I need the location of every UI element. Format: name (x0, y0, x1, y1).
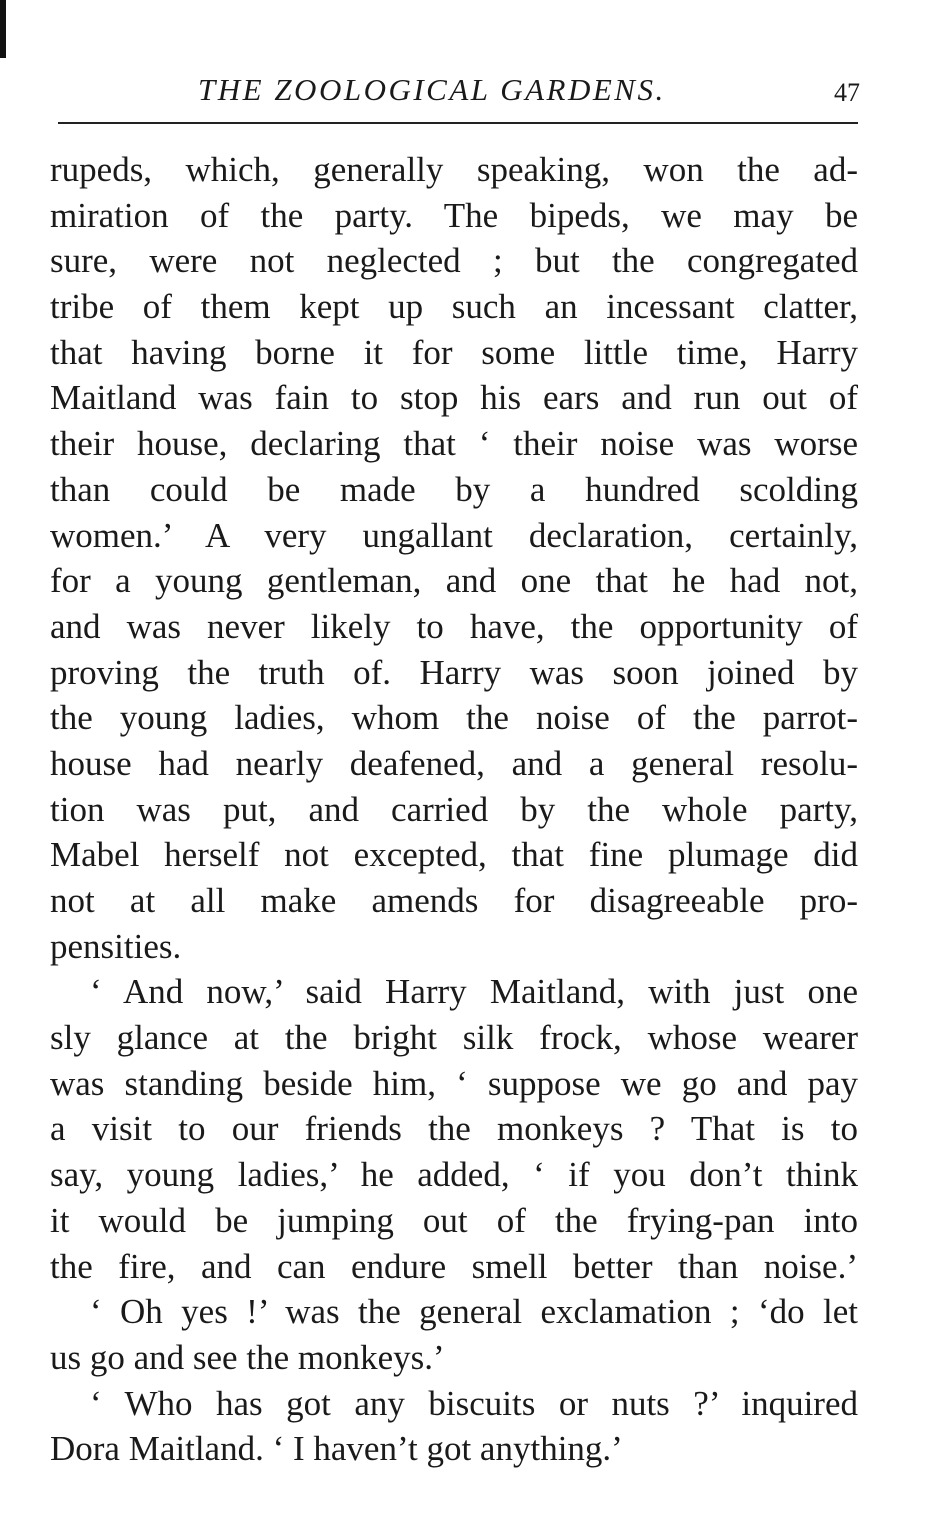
text-line: Maitland was fain to stop his ears and run out of (50, 378, 858, 418)
page-header (58, 64, 860, 108)
text-line: miration of the party. The bipeds, we may be (50, 195, 858, 235)
text-line: the fire, and can endure smell better than noise.’ (50, 1246, 858, 1286)
text-line: us go and see the monkeys.’ (50, 1337, 445, 1377)
text-line: house had nearly deafened, and a general resolu- (50, 743, 858, 783)
text-line: for a young gentleman, and one that he had not, (50, 561, 858, 601)
page-number: 47 (834, 78, 860, 107)
text-line: Dora Maitland. ‘ I haven’t got anything.’ (50, 1429, 623, 1469)
text-line: not at all make amends for disagreeable pro- (50, 881, 858, 920)
text-line: than could be made by a hundred scolding (50, 469, 858, 509)
text-line: ‘ Who has got any biscuits or nuts ?’ inquired (90, 1383, 858, 1423)
text-line: proving the truth of. Harry was soon joined by (50, 652, 858, 692)
scan-edge-mark (0, 0, 6, 58)
text-line: women.’ A very ungallant declaration, certainly, (50, 515, 858, 555)
text-line: ‘ And now,’ said Harry Maitland, with just one (90, 972, 858, 1012)
text-line: ‘ Oh yes !’ was the general exclamation ; ‘do let (90, 1292, 858, 1332)
text-line: sly glance at the bright silk frock, whose wearer (50, 1018, 858, 1058)
body-text (50, 147, 858, 1472)
header-rule (58, 122, 858, 124)
text-line: that having borne it for some little time, Harry (50, 332, 858, 372)
text-line: say, young ladies,’ he added, ‘ if you don’t think (50, 1155, 858, 1195)
text-line: the young ladies, whom the noise of the parrot- (50, 698, 858, 738)
text-line: Mabel herself not excepted, that fine plumage did (50, 835, 858, 875)
text-line: tribe of them kept up such an incessant clatter, (50, 287, 858, 327)
text-line: a visit to our friends the monkeys ? That is to (50, 1109, 858, 1149)
text-line: it would be jumping out of the frying-pan into (50, 1200, 858, 1240)
text-line: rupeds, which, generally speaking, won the ad- (50, 150, 858, 189)
text-line: tion was put, and carried by the whole party, (50, 789, 858, 829)
text-line: sure, were not neglected ; but the congregated (50, 241, 858, 281)
text-line: was standing beside him, ‘ suppose we go and pay (50, 1063, 858, 1103)
text-line: their house, declaring that ‘ their noise was worse (50, 424, 858, 464)
text-line: and was never likely to have, the opportunity of (50, 606, 858, 646)
text-line: pensities. (50, 926, 182, 966)
running-head: THE ZOOLOGICAL GARDENS. (198, 72, 666, 107)
